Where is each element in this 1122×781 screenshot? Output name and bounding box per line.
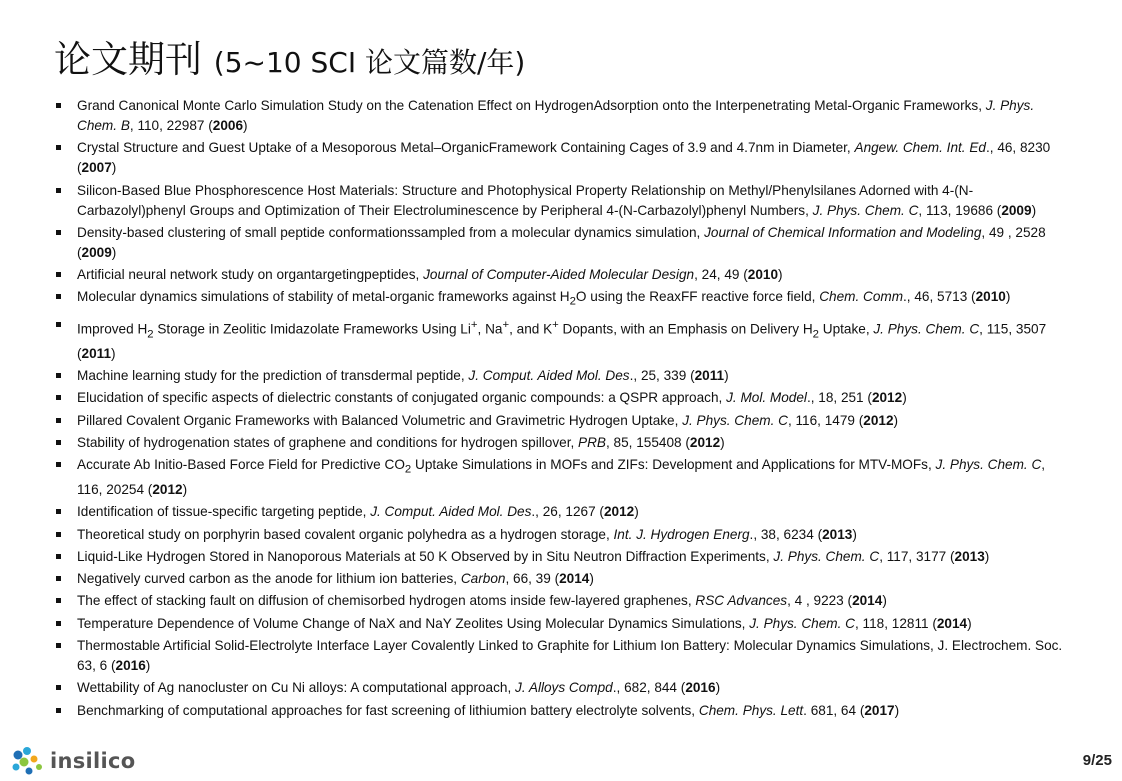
reference-text: ) xyxy=(589,571,594,587)
reference-text: , 118, 12811 ( xyxy=(855,615,937,631)
logo-dot-orange xyxy=(31,756,38,763)
logo-dot-cyan xyxy=(23,747,31,755)
reference-text: ) xyxy=(882,593,887,609)
reference-text: 2 xyxy=(569,296,576,309)
publication-year: 2006 xyxy=(212,118,244,133)
reference-text: Accurate Ab Initio-Based Force Field for Predictive CO xyxy=(77,457,405,473)
journal-name: J. Phys. Chem. C xyxy=(773,548,880,564)
publication-year: 2014 xyxy=(936,615,968,631)
journal-name: Chem. Comm xyxy=(819,289,904,305)
journal-name: J. Phys. Chem. C xyxy=(873,321,980,337)
reference-list xyxy=(54,96,1064,723)
publication-year: 2007 xyxy=(81,160,112,176)
reference-text: ) xyxy=(852,526,857,542)
reference-text: ) xyxy=(145,658,151,674)
reference-text: Molecular dynamics simulations of stability of metal-organic frameworks against H xyxy=(77,289,570,305)
reference-text: ) xyxy=(778,267,783,283)
reference-text: ) xyxy=(893,412,899,428)
reference-item xyxy=(54,287,1064,312)
reference-text: , 24, 49 ( xyxy=(694,267,748,283)
journal-name: Chem. Phys. Lett xyxy=(698,702,804,718)
reference-text: . 681, 64 ( xyxy=(803,702,865,718)
reference-text: Elucidation of specific aspects of dielectric constants of conjugated organic compounds: a QSPR approach, xyxy=(77,390,727,406)
reference-item xyxy=(54,678,1064,698)
reference-text: ) xyxy=(984,548,990,564)
reference-text: , 85, 155408 ( xyxy=(605,434,690,450)
reference-text: ) xyxy=(894,702,900,718)
reference-item xyxy=(54,502,1064,522)
reference-text: , 49 , 2528 ( xyxy=(77,224,1046,260)
reference-text: ., 46, 5713 ( xyxy=(903,289,976,305)
journal-name: PRB xyxy=(578,434,606,450)
publication-year: 2009 xyxy=(81,244,112,260)
logo-dot-blue-2 xyxy=(26,768,33,775)
reference-text: Artificial neural network study on organtargetingpeptides, xyxy=(77,267,424,283)
publication-year: 2012 xyxy=(863,412,894,428)
reference-text: , 4 , 9223 ( xyxy=(787,593,853,609)
reference-text: + xyxy=(552,318,559,331)
reference-item xyxy=(54,366,1064,386)
reference-text: Dopants, with an Emphasis on Delivery H xyxy=(558,321,813,337)
reference-item xyxy=(54,455,1064,500)
reference-text: , Na xyxy=(477,321,503,337)
page-title xyxy=(54,36,525,87)
reference-item xyxy=(54,411,1064,431)
journal-name: J. Comput. Aided Mol. Des xyxy=(468,368,630,384)
title-subtitle: (5~10 SCI 论文篇数/年) xyxy=(213,46,526,79)
reference-text: Stability of hydrogenation states of graphene and conditions for hydrogen spillover, xyxy=(77,434,579,450)
reference-text: Grand Canonical Monte Carlo Simulation Study on the Catenation Effect on HydrogenAdsorption onto the Interpenetrating Metal-Organic Frameworks, xyxy=(77,98,986,113)
reference-item xyxy=(54,223,1064,263)
journal-name: J. Alloys Compd xyxy=(515,680,613,696)
reference-text: + xyxy=(502,318,510,331)
reference-text: ) xyxy=(724,368,729,384)
insilico-logo-icon xyxy=(10,745,48,777)
publication-year: 2016 xyxy=(115,658,146,674)
reference-text: ) xyxy=(111,345,116,361)
reference-text: ., 38, 6234 ( xyxy=(749,526,823,542)
reference-text: ) xyxy=(715,680,721,696)
journal-name: Journal of Computer-Aided Molecular Design xyxy=(423,267,695,283)
journal-name: Angew. Chem. Int. Ed xyxy=(854,140,986,156)
reference-item xyxy=(54,614,1064,634)
reference-text: Liquid-Like Hydrogen Stored in Nanoporous Materials at 50 K Observed by in Situ Neutron Diffraction Experiments, xyxy=(77,548,774,564)
reference-text: ) xyxy=(111,244,117,260)
publication-year: 2011 xyxy=(81,345,112,361)
reference-item xyxy=(54,433,1064,453)
reference-item xyxy=(54,138,1064,178)
reference-text: ) xyxy=(720,434,725,450)
reference-item xyxy=(54,525,1064,545)
reference-text: Benchmarking of computational approaches for fast screening of lithiumion battery electrolyte solvents, xyxy=(77,702,699,718)
journal-name: J. Phys. Chem. B xyxy=(77,98,1035,133)
reference-text: , 117, 3177 ( xyxy=(879,548,955,564)
reference-text: , 66, 39 ( xyxy=(505,571,560,587)
reference-text: Identification of tissue-specific targeting peptide, xyxy=(77,504,371,520)
reference-text: Improved H xyxy=(77,321,148,337)
reference-text: Crystal Structure and Guest Uptake of a Mesoporous Metal–OrganicFramework Containing Cages of 3.9 and 4.7nm in Diameter, xyxy=(77,140,855,156)
reference-text: ) xyxy=(967,615,972,631)
journal-name: J. Phys. Chem. C xyxy=(749,615,855,631)
reference-item xyxy=(54,96,1064,136)
journal-name: Journal of Chemical Information and Modeling xyxy=(704,224,982,240)
reference-text: , 116, 1479 ( xyxy=(787,412,864,428)
publication-year: 2012 xyxy=(871,390,903,406)
reference-text: , 113, 19686 ( xyxy=(918,202,1002,218)
reference-item xyxy=(54,636,1064,676)
logo-dot-blue xyxy=(14,751,23,760)
reference-text: Theoretical study on porphyrin based covalent organic polyhedra as a hydrogen storage, xyxy=(77,526,614,542)
publication-year: 2013 xyxy=(954,548,985,564)
reference-text: Storage in Zeolitic Imidazolate Frameworks Using Li xyxy=(153,321,471,337)
reference-text: Machine learning study for the prediction of transdermal peptide, xyxy=(77,368,469,384)
publication-year: 2012 xyxy=(603,504,635,520)
logo-dot-green-2 xyxy=(36,764,42,770)
reference-text: Uptake, xyxy=(818,321,874,337)
logo-text: insilico xyxy=(50,749,136,773)
reference-text: ., 18, 251 ( xyxy=(806,390,872,406)
reference-text: , 115, 3507 ( xyxy=(77,321,1047,361)
publication-year: 2016 xyxy=(685,680,716,696)
reference-item xyxy=(54,315,1064,364)
journal-name: RSC Advances xyxy=(695,593,788,609)
journal-name: J. Phys. Chem. C xyxy=(682,412,788,428)
reference-text: ) xyxy=(1005,289,1011,305)
reference-text: Negatively curved carbon as the anode for lithium ion batteries, xyxy=(77,571,461,587)
journal-name: J. Phys. Chem. C xyxy=(812,202,919,218)
publication-year: 2012 xyxy=(152,481,183,497)
title-main: 论文期刊 xyxy=(54,38,214,81)
publication-year: 2017 xyxy=(864,702,895,718)
journal-name: Carbon xyxy=(460,571,506,587)
journal-name: J. Mol. Model xyxy=(726,390,807,406)
reference-text: Pillared Covalent Organic Frameworks with Balanced Volumetric and Gravimetric Hydrogen Uptake, xyxy=(77,412,683,428)
reference-text: ) xyxy=(1031,202,1037,218)
page-number: 9/25 xyxy=(1082,752,1112,769)
reference-text: + xyxy=(470,318,478,331)
publication-year: 2013 xyxy=(822,526,853,542)
reference-text: ) xyxy=(243,118,248,133)
logo-dot-cyan-2 xyxy=(13,764,20,771)
publication-year: 2010 xyxy=(975,289,1006,305)
reference-text: ) xyxy=(111,160,117,176)
reference-item xyxy=(54,547,1064,567)
publication-year: 2014 xyxy=(852,593,883,609)
reference-text: Silicon-Based Blue Phosphorescence Host Materials: Structure and Photophysical Property Relationship on Methyl/Phenylsilanes Adorned with 4-(N-Carbazolyl)phenyl Groups and Optimization of Their Electroluminescence by Peripheral 4-(N-Carbazolyl)phenyl Numbers, xyxy=(77,182,974,218)
reference-text: Uptake Simulations in MOFs and ZIFs: Development and Applications for MTV-MOFs, xyxy=(411,457,936,473)
reference-text: Density-based clustering of small peptide conformationssampled from a molecular dynamics simulation, xyxy=(77,224,705,240)
reference-item xyxy=(54,591,1064,611)
reference-item xyxy=(54,388,1064,408)
reference-text: 2 xyxy=(812,327,819,340)
reference-item xyxy=(54,569,1064,589)
reference-text: ., 46, 8230 ( xyxy=(77,140,1051,176)
logo xyxy=(10,745,136,777)
reference-item xyxy=(54,181,1064,221)
reference-text: ) xyxy=(902,390,907,406)
reference-item xyxy=(54,265,1064,285)
reference-text: ., 25, 339 ( xyxy=(629,368,695,384)
publication-year: 2011 xyxy=(694,368,725,384)
reference-text: , 110, 22987 ( xyxy=(129,118,213,133)
reference-text: , 116, 20254 ( xyxy=(77,457,1046,497)
reference-text: The effect of stacking fault on diffusion of chemisorbed hydrogen atoms inside few-layered graphenes, xyxy=(77,593,696,609)
reference-text: 2 xyxy=(147,327,154,340)
publication-year: 2009 xyxy=(1001,202,1032,218)
reference-text: ., 26, 1267 ( xyxy=(531,504,604,520)
reference-text: Thermostable Artificial Solid-Electrolyte Interface Layer Covalently Linked to Graphite for Lithium Ion Battery: Molecular Dynamics Simulations, J. Electrochem. Soc. 63, 6 ( xyxy=(77,638,1063,674)
logo-dot-green xyxy=(20,758,29,767)
journal-name: J. Comput. Aided Mol. Des xyxy=(370,504,532,520)
reference-text: 2 xyxy=(404,463,412,476)
reference-text: ) xyxy=(634,504,639,520)
publication-year: 2010 xyxy=(747,267,779,283)
journal-name: Int. J. Hydrogen Energ xyxy=(613,526,750,542)
reference-item xyxy=(54,701,1064,721)
journal-name: J. Phys. Chem. C xyxy=(935,457,1042,473)
publication-year: 2012 xyxy=(689,434,721,450)
reference-text: ., 682, 844 ( xyxy=(612,680,686,696)
reference-text: ) xyxy=(182,481,188,497)
publication-year: 2014 xyxy=(559,571,590,587)
reference-text: , and K xyxy=(509,321,553,337)
reference-text: Wettability of Ag nanocluster on Cu Ni alloys: A computational approach, xyxy=(77,680,516,696)
reference-text: O using the ReaxFF reactive force field, xyxy=(575,289,820,305)
reference-text: Temperature Dependence of Volume Change of NaX and NaY Zeolites Using Molecular Dynamics Simulations, xyxy=(77,615,750,631)
